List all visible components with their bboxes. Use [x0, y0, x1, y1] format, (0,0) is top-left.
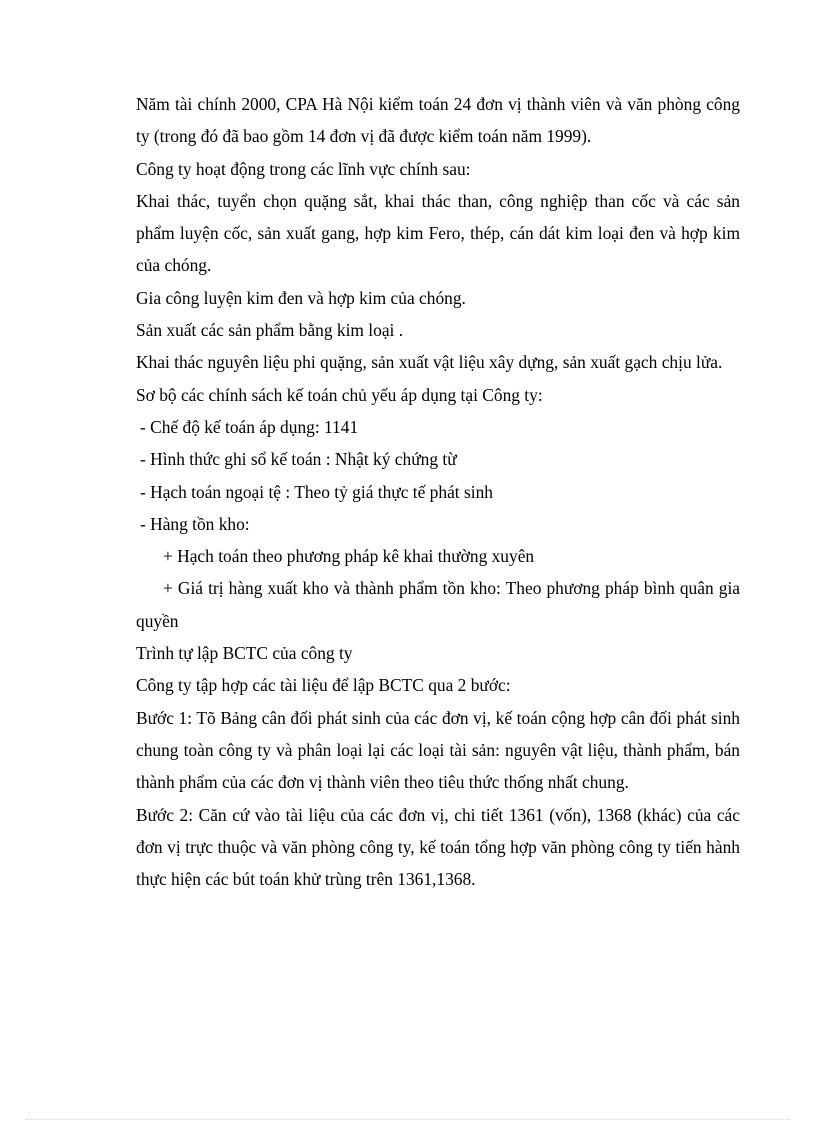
paragraph-non-ore-mining: Khai thác nguyên liệu phi quặng, sản xuất vật liệu xây dựng, sản xuất gạch chịu lửa.: [136, 352, 723, 373]
paragraph-two-steps-intro: Công ty tập hợp các tài liệu để lập BCTC qua 2 bước:: [136, 675, 511, 696]
sub-item-inventory-valuation: + Giá trị hàng xuất kho và thành phẩm tồn kho: Theo phương pháp bình quân gia quyền: [136, 578, 740, 631]
paragraph-accounting-policies-heading: Sơ bộ các chính sách kế toán chủ yếu áp dụng tại Công ty:: [136, 384, 543, 405]
list-item-inventory: - Hàng tồn kho:: [140, 513, 250, 534]
paragraph-mining-activities: Khai thác, tuyển chọn quặng sắt, khai thác than, công nghiệp than cốc và các sản phẩm luyện cốc, sản xuất gang, hợp kim Fero, thép, cán dát kim loại đen và hợp kim của chóng.: [136, 190, 740, 276]
paragraph-report-procedure-heading: Trình tự lập BCTC của công ty: [136, 643, 353, 664]
paragraph-audit-scope: Năm tài chính 2000, CPA Hà Nội kiểm toán 24 đơn vị thành viên và văn phòng công ty (trong đó đã bao gồm 14 đơn vị đã được kiểm toán năm 1999).: [136, 94, 740, 147]
paragraph-metal-processing: Gia công luyện kim đen và hợp kim của chóng.: [136, 287, 466, 308]
list-item-bookkeeping-form: - Hình thức ghi sổ kế toán : Nhật ký chứng từ: [140, 449, 457, 470]
list-item-accounting-regime: - Chế độ kế toán áp dụng: 1141: [140, 416, 359, 437]
paragraph-metal-products: Sản xuất các sản phẩm bằng kim loại .: [136, 320, 404, 341]
paragraph-step-2: Bước 2: Căn cứ vào tài liệu của các đơn vị, chi tiết 1361 (vốn), 1368 (khác) của các đơn vị trực thuộc và văn phòng công ty, kế toán tổng hợp văn phòng công ty tiến hành thực hiện các bút toán khử trùng trên 1361,1368.: [136, 804, 740, 890]
list-item-foreign-currency: - Hạch toán ngoại tệ : Theo tỷ giá thực tế phát sinh: [140, 481, 493, 502]
paragraph-step-1: Bước 1: Tõ Bảng cân đối phát sinh của các đơn vị, kế toán cộng hợp cân đối phát sinh chung toàn công ty và phân loại lại các loại tài sản: nguyên vật liệu, thành phẩm, bán thành phẩm của các đơn vị thành viên theo tiêu thức thống nhất chung.: [136, 707, 740, 793]
page-bottom-divider: [26, 1119, 790, 1120]
paragraph-business-areas-heading: Công ty hoạt động trong các lĩnh vực chính sau:: [136, 158, 471, 179]
sub-item-inventory-method: + Hạch toán theo phương pháp kê khai thường xuyên: [163, 546, 535, 567]
document-page: [136, 88, 740, 895]
